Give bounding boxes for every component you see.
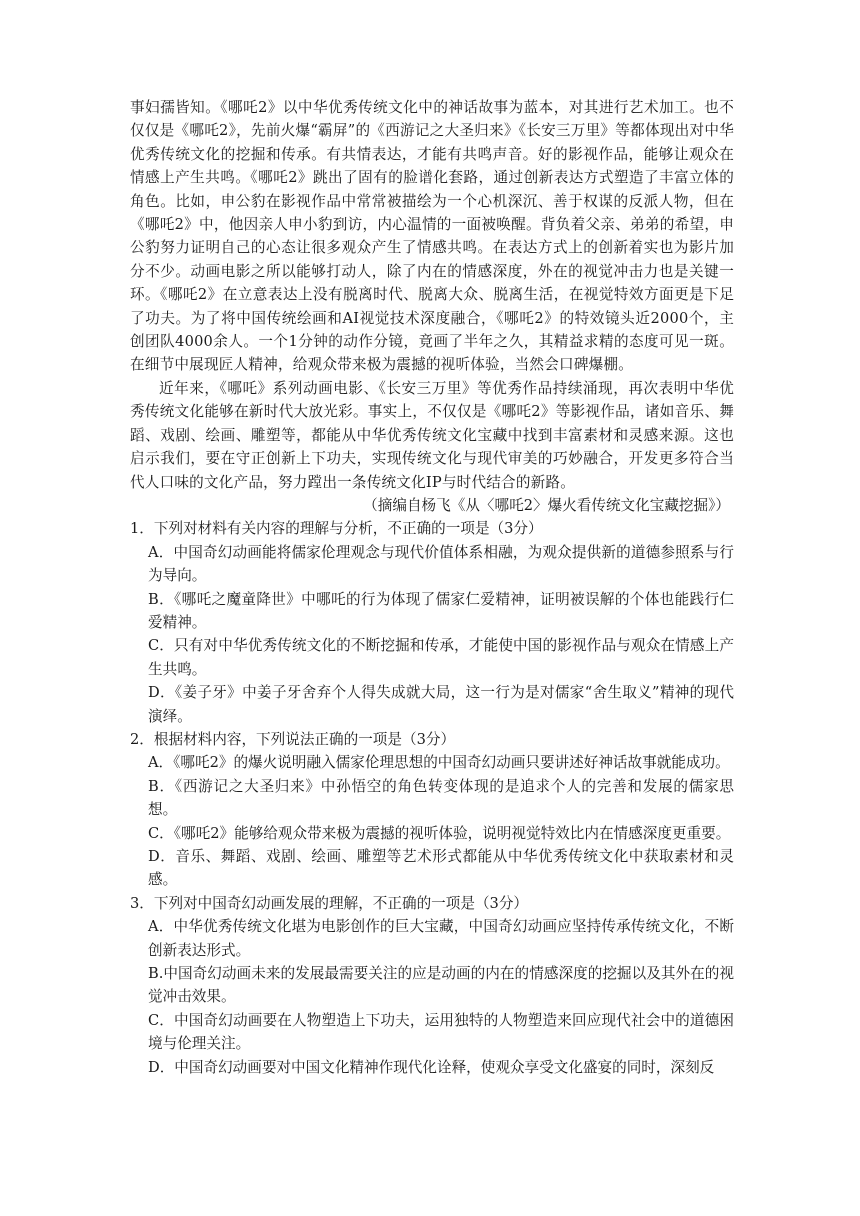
option-b: B．《西游记之大圣归来》中孙悟空的角色转变体现的是追求个人的完善和发展的儒家思想。 [148, 777, 734, 819]
passage-paragraph-1: 事妇孺皆知。《哪吒2》以中华优秀传统文化中的神话故事为蓝本，对其进行艺术加工。也不仅仅是《哪吒2》，先前火爆“霸屏”的《西游记之大圣归来》《长安三万里》等都体现出对中华优秀传统文化的挖掘和传承。有共情表达，才能有共鸣声音。好的影视作品，能够让观众在情感上产生共鸣。《哪吒2》跳出了固有的脸谱化套路，通过创新表达方式塑造了丰富立体的角色。比如，申公豹在影视作品中常常被描绘为一个心机深沉、善于权谋的反派人物，但在《哪吒2》中，他因亲人申小豹到访，内心温情的一面被唤醒。背负着父亲、弟弟的希望，申公豹努力证明自己的心态让很多观众产生了情感共鸣。在表达方式上的创新着实也为影片加分不少。动画电影之所以能够打动人，除了内在的情感深度，外在的视觉冲击力也是关键一环。《哪吒2》在立意表达上没有脱离时代、脱离大众、脱离生活，在视觉特效方面更是下足了功夫。为了将中国传统绘画和AI视觉技术深度融合，《哪吒2》的特效镜头近2000个，主创团队4000余人。一个1分钟的动作分镜，竟画了半年之久，其精益求精的态度可见一斑。在细节中展现匠人精神，给观众带来极为震撼的视听体验，当然会口碑爆棚。 [130, 99, 734, 374]
option-a: A．《哪吒2》的爆火说明融入儒家伦理思想的中国奇幻动画只要讲述好神话故事就能成功。 [148, 754, 730, 772]
option-c: C．只有对中华优秀传统文化的不断挖掘和传承，才能使中国的影视作品与观众在情感上产生共鸣。 [148, 637, 734, 678]
option-d: D．《姜子牙》中姜子牙舍弃个人得失成就大局，这一行为是对儒家“舍生取义”精神的现代演绎。 [148, 684, 734, 725]
option-d: D．音乐、舞蹈、戏剧、绘画、雕塑等艺术形式都能从中华优秀传统文化中获取素材和灵感。 [148, 848, 734, 889]
question-2 [130, 728, 734, 892]
option-a: A．中国奇幻动画能将儒家伦理观念与现代价值体系相融，为观众提供新的道德参照系与行为导向。 [148, 543, 734, 585]
option-list [130, 541, 734, 728]
option-list [130, 915, 734, 1079]
question-list [130, 517, 734, 1079]
option-d: D．中国奇幻动画要对中国文化精神作现代化诠释，使观众享受文化盛宴的同时，深刻反 [148, 1058, 715, 1076]
option-list [130, 751, 734, 891]
passage-paragraph-2: 近年来，《哪吒》系列动画电影、《长安三万里》等优秀作品持续涌现，再次表明中华优秀传统文化能够在新时代大放光彩。事实上，不仅仅是《哪吒2》等影视作品，诸如音乐、舞蹈、戏剧、绘画、雕塑等，都能从中华优秀传统文化宝藏中找到丰富素材和灵感来源。这也启示我们，要在守正创新上下功夫，实现传统文化与现代审美的巧妙融合，开发更多符合当代人口味的文化产品，努力蹚出一条传统文化IP与时代结合的新路。 [130, 379, 734, 491]
option-a: A．中华优秀传统文化堪为电影创作的巨大宝藏，中国奇幻动画应坚持传承传统文化，不断创新表达形式。 [148, 918, 734, 959]
option-b: B．《哪吒之魔童降世》中哪吒的行为体现了儒家仁爱精神，证明被误解的个体也能践行仁爱精神。 [148, 590, 734, 631]
question-stem: 2．根据材料内容，下列说法正确的一项是（3分） [130, 730, 456, 748]
exam-page [130, 96, 734, 1079]
passage-source: （摘编自杨飞《从〈哪吒2〉爆火看传统文化宝藏挖掘》） [363, 496, 730, 514]
question-1 [130, 517, 734, 728]
option-b: B.中国奇幻动画未来的发展最需要关注的应是动画的内在的情感深度的挖掘以及其外在的视觉冲击效果。 [148, 965, 734, 1006]
question-3 [130, 892, 734, 1079]
question-stem: 3．下列对中国奇幻动画发展的理解，不正确的一项是（3分） [130, 894, 529, 912]
option-c: C．中国奇幻动画要在人物塑造上下功夫，运用独特的人物塑造来回应现代社会中的道德困境与伦理关注。 [148, 1011, 734, 1053]
option-c: C．《哪吒2》能够给观众带来极为震撼的视听体验，说明视觉特效比内在情感深度更重要。 [148, 824, 731, 842]
question-stem: 1．下列对材料有关内容的理解与分析，不正确的一项是（3分） [130, 520, 543, 538]
